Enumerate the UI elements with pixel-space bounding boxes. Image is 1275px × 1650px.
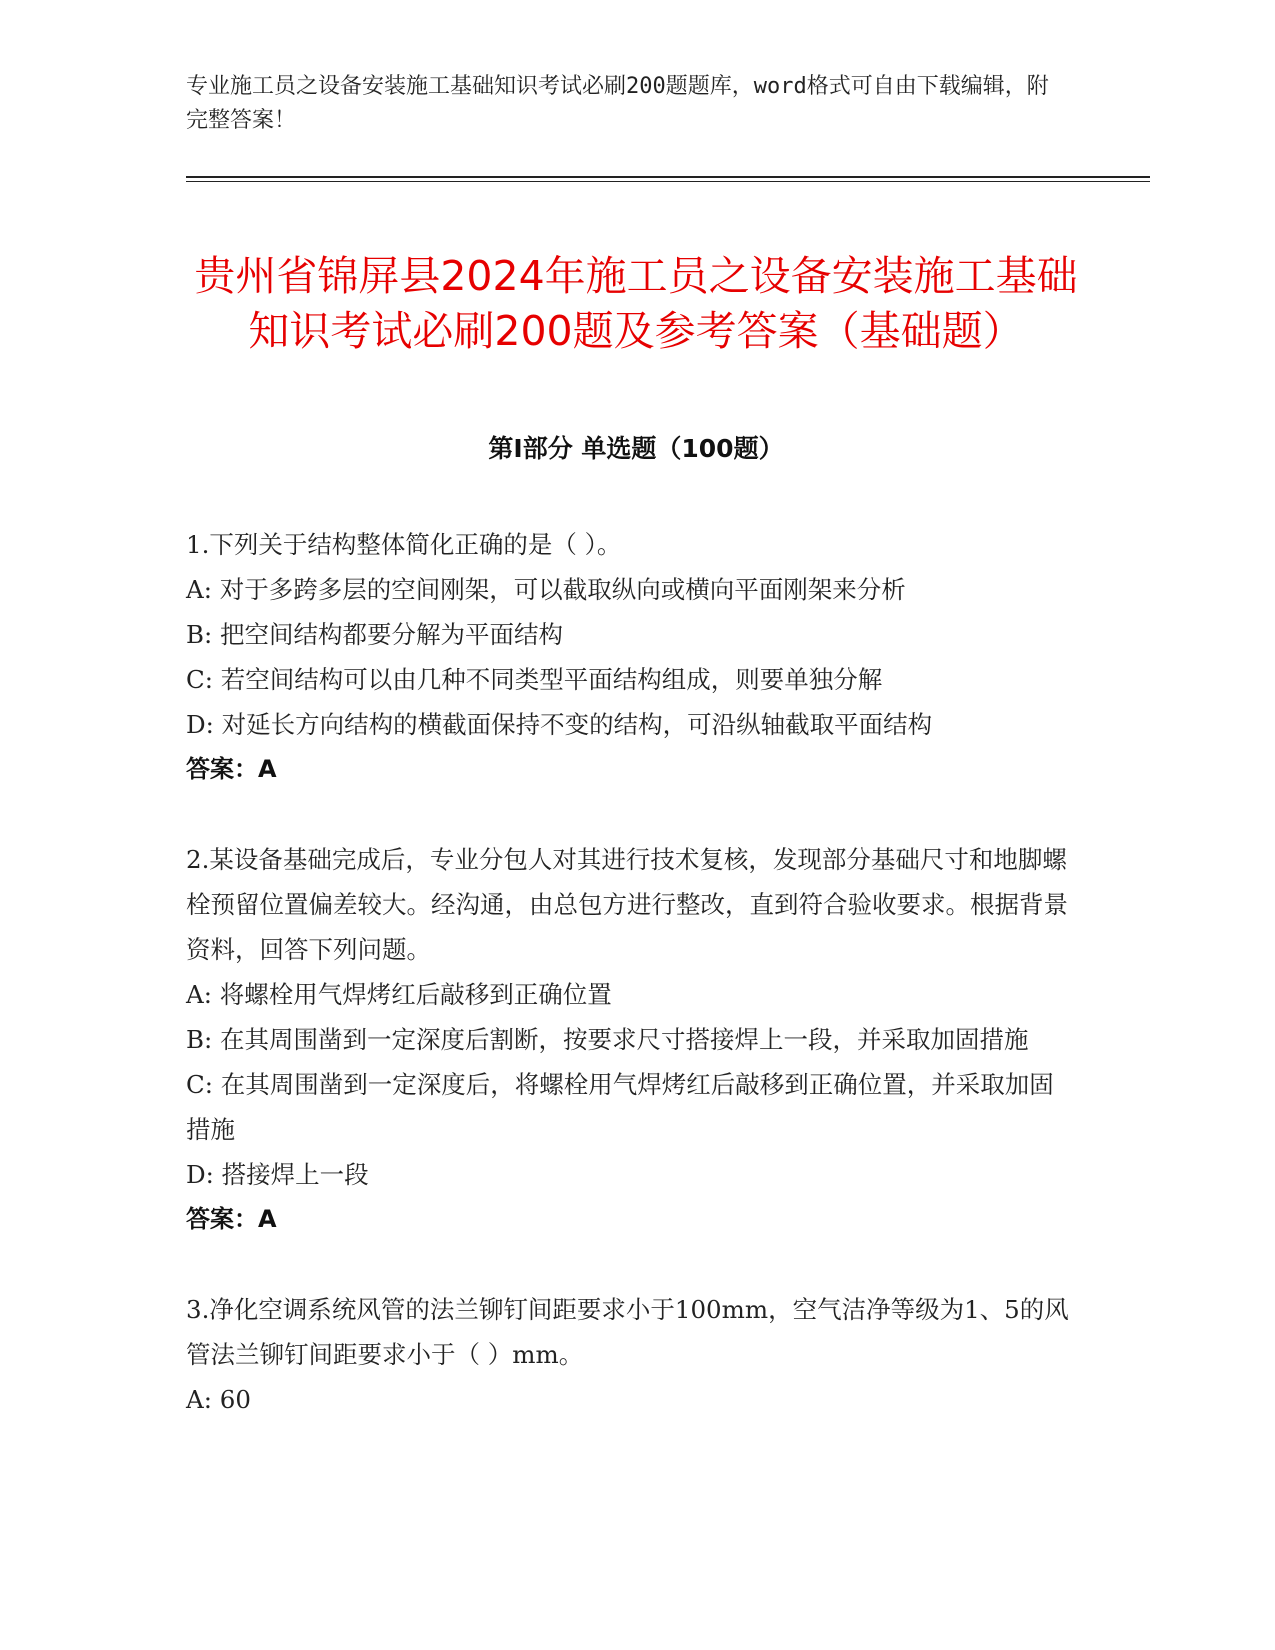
answer-line: 答案：A — [186, 755, 277, 783]
option-a: A: 对于多跨多层的空间刚架，可以截取纵向或横向平面刚架来分析 — [186, 575, 906, 604]
option-d: D: 对延长方向结构的横截面保持不变的结构，可沿纵轴截取平面结构 — [186, 710, 933, 739]
document-title: 贵州省锦屏县2024年施工员之设备安装施工基础知识考试必刷200题及参考答案（基础题） — [194, 252, 1078, 356]
question-stem: 1.下列关于结构整体简化正确的是（ ）。 — [186, 530, 622, 559]
question-item — [186, 522, 1076, 792]
header-divider-thin — [186, 181, 1150, 182]
question-stem: 3.净化空调系统风管的法兰铆钉间距要求小于100mm，空气洁净等级为1、5的风管法兰铆钉间距要求小于（ ）mm。 — [186, 1295, 1069, 1369]
option-a: A: 60 — [186, 1385, 251, 1414]
option-b: B: 把空间结构都要分解为平面结构 — [186, 620, 564, 649]
section-heading: 第I部分 单选题（100题） — [488, 434, 784, 463]
question-list — [186, 522, 1076, 1467]
header-note: 专业施工员之设备安装施工基础知识考试必刷200题题库，word格式可自由下载编辑，附完整答案！ — [186, 74, 1049, 133]
answer-line: 答案：A — [186, 1205, 277, 1233]
header-divider-thick — [186, 176, 1150, 178]
question-item — [186, 837, 1076, 1242]
question-item — [186, 1287, 1076, 1422]
option-b: B: 在其周围凿到一定深度后割断，按要求尺寸搭接焊上一段，并采取加固措施 — [186, 1025, 1029, 1054]
option-c: C: 若空间结构可以由几种不同类型平面结构组成，则要单独分解 — [186, 665, 883, 694]
option-c: C: 在其周围凿到一定深度后，将螺栓用气焊烤红后敲移到正确位置，并采取加固措施 — [186, 1070, 1054, 1144]
option-d: D: 搭接焊上一段 — [186, 1160, 369, 1189]
question-stem: 2.某设备基础完成后，专业分包人对其进行技术复核，发现部分基础尺寸和地脚螺栓预留位置偏差较大。经沟通，由总包方进行整改，直到符合验收要求。根据背景资料，回答下列问题。 — [186, 845, 1068, 964]
option-a: A: 将螺栓用气焊烤红后敲移到正确位置 — [186, 980, 612, 1009]
